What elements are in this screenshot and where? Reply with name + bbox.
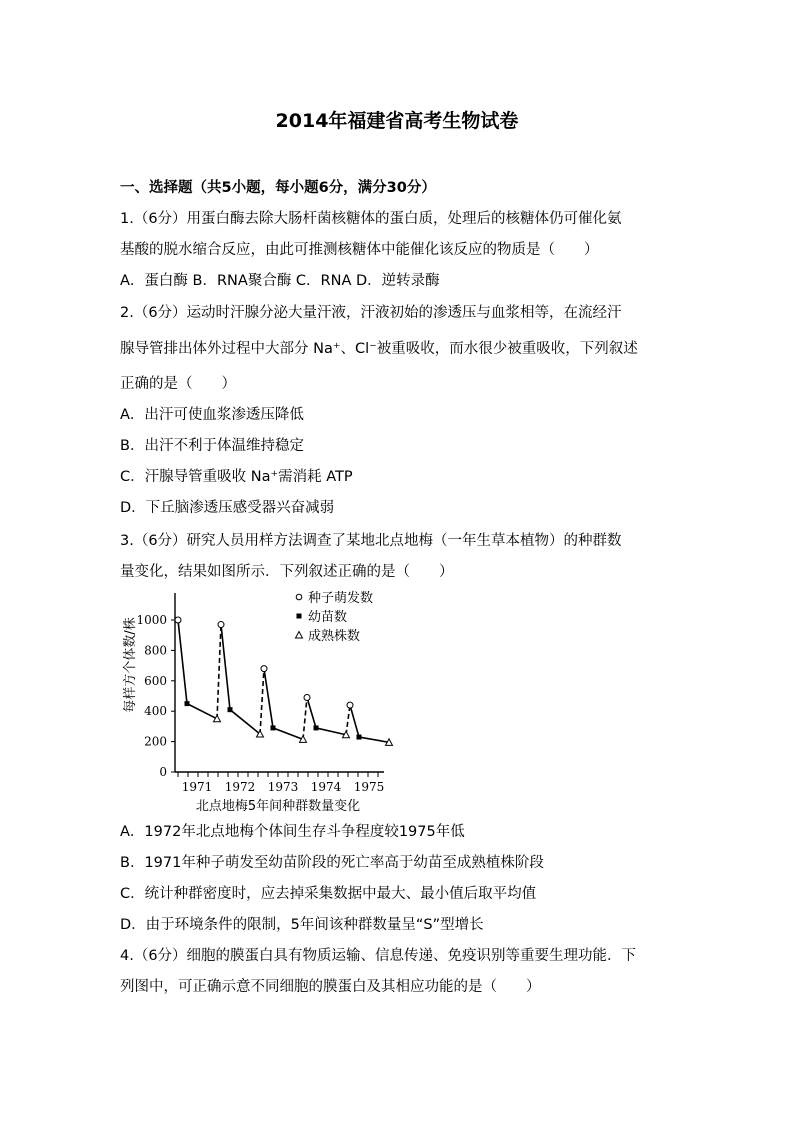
legend-circle-icon: [296, 594, 302, 600]
legend-label: 种子萌发数: [308, 591, 374, 606]
q2-option-a: A．出汗可使血浆渗透压降低: [120, 407, 304, 423]
q4-line-1: 4.（6分）细胞的膜蛋白具有物质运输、信息传递、免疫识别等重要生理功能．下: [120, 948, 637, 964]
y-tick-label: 800: [144, 643, 167, 658]
y-tick-label: 1000: [136, 613, 167, 627]
population-line: [221, 625, 260, 734]
mature-point: [214, 715, 221, 722]
seedling-point: [314, 725, 319, 730]
seedling-point: [271, 725, 276, 730]
q3-option-c: C．统计种群密度时，应去掉采集数据中最大、最小值后取平均值: [120, 886, 537, 902]
x-tick-label: 1974: [310, 780, 342, 794]
y-tick-label: 200: [144, 734, 167, 749]
seedling-point: [228, 707, 233, 712]
q2-line-1: 2.（6分）运动时汗腺分泌大量汗液，汗液初始的渗透压与血浆相等，在流经汗: [120, 305, 622, 321]
seed-point: [347, 702, 353, 708]
transition-dashed-line: [260, 669, 264, 734]
x-axis-label: 北点地梅5年间种群数量变化: [195, 799, 361, 814]
q1-line-1: 1.（6分）用蛋白酶去除大肠杆菌核糖体的蛋白质，处理后的核糖体仍可催化氨: [120, 211, 622, 227]
seedling-point: [185, 701, 190, 706]
q3-option-a: A．1972年北点地梅个体间生存斗争程度较1975年低: [120, 824, 465, 840]
page-title: 2014年福建省高考生物试卷: [275, 110, 519, 132]
q3-line-1: 3.（6分）研究人员用样方法调查了某地北点地梅（一年生草本植物）的种群数: [120, 533, 622, 549]
q1-options: A．蛋白酶 B．RNA聚合酶 C．RNA D．逆转录酶: [120, 273, 440, 289]
x-tick-label: 1972: [224, 780, 256, 794]
q2-line-3: 正确的是（ ）: [120, 376, 236, 392]
y-tick-label: 600: [144, 673, 167, 688]
x-tick-label: 1975: [353, 780, 385, 794]
q4-line-2: 列图中，可正确示意不同细胞的膜蛋白及其相应功能的是（ ）: [120, 979, 541, 995]
q3-option-d: D．由于环境条件的限制，5年间该种群数量呈“S”型增长: [120, 917, 484, 933]
x-tick-label: 1971: [181, 780, 213, 794]
q2-line-2: 腺导管排出体外过程中大部分 Na⁺、Cl⁻被重吸收，而水很少被重吸收，下列叙述: [120, 341, 638, 357]
q2-option-b: B．出汗不利于体温维持稳定: [120, 438, 304, 454]
q3-option-b: B．1971年种子萌发至幼苗阶段的死亡率高于幼苗至成熟植株阶段: [120, 855, 544, 871]
legend-label: 成熟株数: [308, 629, 361, 644]
seedling-point: [357, 735, 362, 740]
q2-option-c: C．汗腺导管重吸收 Na⁺需消耗 ATP: [120, 469, 353, 485]
transition-dashed-line: [303, 698, 307, 740]
population-line: [264, 669, 303, 740]
transition-dashed-line: [346, 705, 350, 735]
transition-dashed-line: [217, 625, 221, 719]
population-line: [350, 705, 389, 742]
q2-option-d: D．下丘脑渗透压感受器兴奋减弱: [120, 500, 335, 516]
seed-point: [175, 617, 181, 623]
population-line: [178, 620, 217, 719]
q3-line-2: 量变化，结果如图所示．下列叙述正确的是（ ）: [120, 564, 454, 580]
y-tick-label: 400: [144, 704, 167, 719]
legend-triangle-icon: [296, 632, 303, 639]
seed-point: [218, 622, 224, 628]
population-chart: [112, 585, 402, 817]
legend-label: 幼苗数: [308, 610, 348, 625]
legend-square-icon: [297, 614, 302, 619]
seed-point: [304, 695, 310, 701]
section-heading: 一、选择题（共5小题，每小题6分，满分30分）: [120, 180, 436, 196]
population-line: [307, 698, 346, 735]
y-tick-label: 0: [159, 765, 167, 779]
y-axis-label: 每样方个体数/株: [123, 617, 138, 713]
seed-point: [261, 666, 267, 672]
q1-line-2: 基酸的脱水缩合反应，由此可推测核糖体中能催化该反应的物质是（ ）: [120, 242, 599, 258]
x-tick-label: 1973: [267, 780, 299, 794]
